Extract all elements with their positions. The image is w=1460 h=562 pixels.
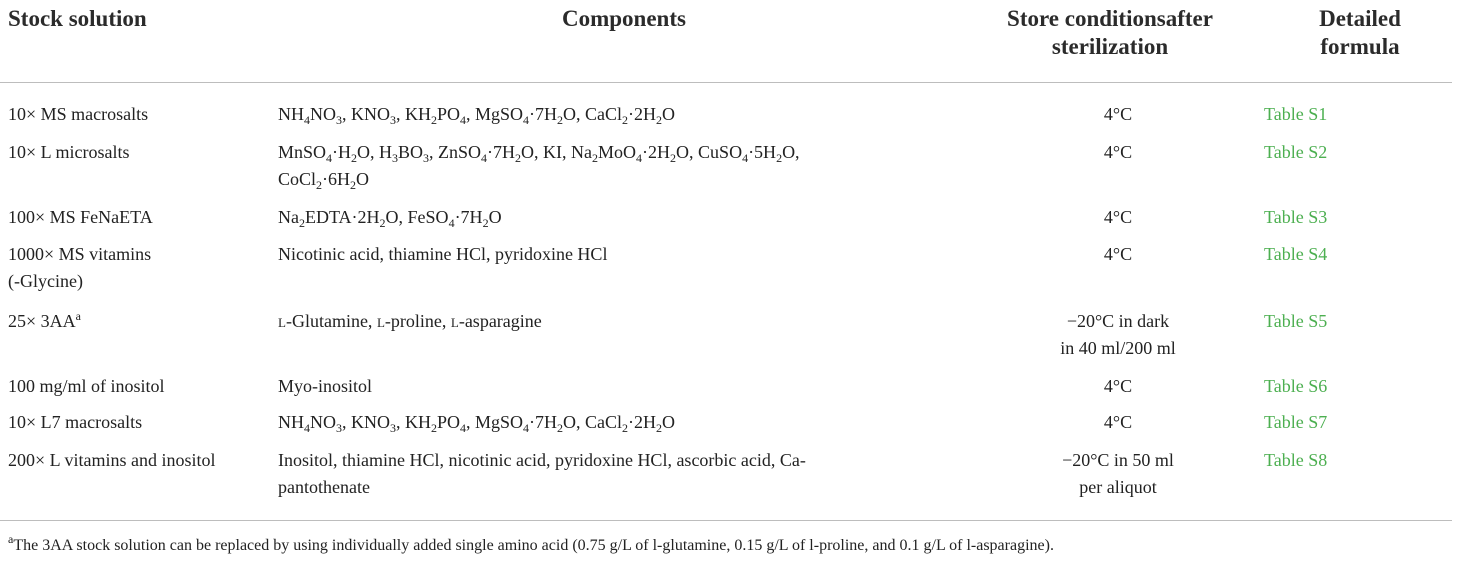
row7-formula-link[interactable]: Table S7 xyxy=(1264,412,1328,432)
row5-footnote-marker: a xyxy=(75,309,81,323)
row8-formula-link[interactable]: Table S8 xyxy=(1264,450,1328,470)
row8-components-line1: Inositol, thiamine HCl, nicotinic acid, pyridoxine HCl, ascorbic acid, Ca- xyxy=(278,450,806,470)
header-store-line2: sterilization xyxy=(1051,34,1169,59)
row6-components: Myo-inositol xyxy=(278,376,373,396)
row8-stock: 200× L vitamins and inositol xyxy=(8,450,216,470)
row6-store: 4°C xyxy=(1103,376,1133,396)
header-store-conditions xyxy=(990,5,1230,61)
row8-components xyxy=(278,447,806,501)
row1-stock: 10× MS macrosalts xyxy=(8,104,149,124)
footer-rule xyxy=(0,520,1452,521)
row3-store: 4°C xyxy=(1103,207,1133,227)
row8-store xyxy=(1028,447,1208,501)
row5-store-line2: in 40 ml/200 ml xyxy=(1060,338,1176,358)
row4-stock xyxy=(8,241,151,295)
header-rule xyxy=(0,82,1452,83)
header-stock-solution: Stock solution xyxy=(8,6,147,31)
footnote-marker: a xyxy=(8,532,14,546)
header-formula-line1: Detailed xyxy=(1319,6,1401,31)
row5-stock xyxy=(8,308,81,335)
row5-components: l-Glutamine, l-proline, l-asparagine xyxy=(278,311,542,331)
footnote-text: The 3AA stock solution can be replaced by using individually added single amino acid (0.75 g/L of l-glutamine, 0.15 g/L of l-proline, and 0.1 g/L of l-asparagine). xyxy=(13,537,1054,554)
row3-components: $Na_2EDTA\cdot 2H_2O$, $FeSO_4\cdot 7H_2O$ xyxy=(278,207,502,230)
row5-stock-label: 25× 3AA xyxy=(8,311,76,331)
row5-store-line1: −20°C in dark xyxy=(1066,311,1170,331)
table-footnote xyxy=(8,532,1054,556)
header-detailed-formula xyxy=(1290,5,1430,61)
row5-formula-link[interactable]: Table S5 xyxy=(1264,311,1328,331)
row7-components: $NH_4NO_3$, $KNO_3$, $KH_2PO_4$, $MgSO_4\cdot 7H_2O$, $CaCl_2\cdot 2H_2O$ xyxy=(278,412,676,435)
row1-components: $NH_4NO_3$, $KNO_3$, $KH_2PO_4$, $MgSO_4\cdot 7H_2O$, $CaCl_2\cdot 2H_2O$ xyxy=(278,104,676,127)
row2-formula-link[interactable]: Table S2 xyxy=(1264,142,1328,162)
row3-formula-link[interactable]: Table S3 xyxy=(1264,207,1328,227)
row4-formula-link[interactable]: Table S4 xyxy=(1264,244,1328,264)
row8-components-line2: pantothenate xyxy=(278,477,370,497)
header-store-line1: Store conditionsafter xyxy=(1007,6,1213,31)
row4-store: 4°C xyxy=(1103,244,1133,264)
row8-store-line2: per aliquot xyxy=(1079,477,1157,497)
row4-stock-line1: 1000× MS vitamins xyxy=(8,244,152,264)
row2-components: $MnSO_4\cdot H_2O$, $H_3BO_3$, $ZnSO_4\cdot 7H_2O$, KI, $Na_2MoO_4\cdot 2H_2O$, $CuSO_4\cdot 5H_2O$, $CoCl_2\cdot 6H_2O$ xyxy=(278,142,800,192)
row8-store-line1: −20°C in 50 ml xyxy=(1062,450,1174,470)
row7-store: 4°C xyxy=(1103,412,1133,432)
row6-formula-link[interactable]: Table S6 xyxy=(1264,376,1328,396)
header-components: Components xyxy=(562,6,686,31)
row3-stock: 100× MS FeNaETA xyxy=(8,207,153,227)
row1-formula-link[interactable]: Table S1 xyxy=(1264,104,1328,124)
row2-store: 4°C xyxy=(1103,142,1133,162)
row6-stock: 100 mg/ml of inositol xyxy=(8,376,165,396)
row4-components: Nicotinic acid, thiamine HCl, pyridoxine HCl xyxy=(278,244,608,264)
row2-stock: 10× L microsalts xyxy=(8,142,130,162)
row4-stock-line2: (-Glycine) xyxy=(8,271,83,291)
row1-store: 4°C xyxy=(1103,104,1133,124)
header-formula-line2: formula xyxy=(1320,34,1400,59)
row7-stock: 10× L7 macrosalts xyxy=(8,412,143,432)
row5-store xyxy=(1028,308,1208,362)
